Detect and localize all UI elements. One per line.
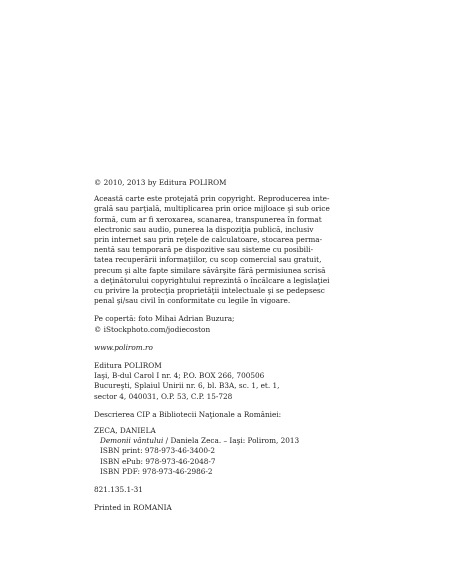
notice-line: tatea recuperării informaţiilor, cu scop comercial sau gratuit, xyxy=(94,255,322,265)
spacer xyxy=(94,335,374,343)
notice-line: a deţinătorului copyrightului reprezintă o încălcare a legislaţiei xyxy=(94,275,330,285)
spacer xyxy=(94,353,374,361)
website-link[interactable]: www.polirom.ro xyxy=(94,342,153,352)
copyright-notice xyxy=(94,194,374,306)
cip-author: ZECA, DANIELA xyxy=(94,426,156,436)
notice-line: prin internet sau prin reţele de calculatoare, stocarea perma- xyxy=(94,235,323,245)
notice-line: penal şi/sau civil în conformitate cu legile în vigoare. xyxy=(94,296,291,306)
notice-line: formă, cum ar fi xeroxarea, scanarea, transpunerea în format xyxy=(94,214,322,224)
spacer xyxy=(94,495,374,503)
cip-book-details: / Daniela Zeca. – Iaşi: Polirom, 2013 xyxy=(163,436,300,446)
spacer xyxy=(94,306,374,314)
classification-code: 821.135.1-31 xyxy=(94,485,143,495)
copyright-line: © 2010, 2013 by Editura POLIROM xyxy=(94,178,227,187)
notice-line: Această carte este protejată prin copyright. Reproducerea inte- xyxy=(94,194,330,204)
spacer xyxy=(94,402,374,410)
cip-book-entry xyxy=(94,436,374,446)
publisher-name: Editura POLIROM xyxy=(94,361,162,371)
cip-heading: Descrierea CIP a Bibliotecii Naţionale a României: xyxy=(94,409,282,419)
spacer xyxy=(94,477,374,485)
cip-book-title: Demonii vântului xyxy=(100,436,164,446)
cover-photo-credit: © iStockphoto.com/jodiecoston xyxy=(94,324,211,334)
notice-line: grală sau parţială, multiplicarea prin orice mijloace şi sub orice xyxy=(94,204,330,214)
publisher-address: Bucureşti, Splaiul Unirii nr. 6, bl. B3A, sc. 1, et. 1, xyxy=(94,381,280,391)
isbn-epub: ISBN ePub: 978-973-46-2048-7 xyxy=(100,456,216,466)
cover-credit: Pe copertă: foto Mihai Adrian Buzura; xyxy=(94,314,235,324)
notice-line: nentă sau temporară pe dispozitive sau sisteme cu posibili- xyxy=(94,245,314,255)
isbn-print: ISBN print: 978-973-46-3400-2 xyxy=(100,446,216,456)
notice-line: electronic sau audio, punerea la dispoziţia publică, inclusiv xyxy=(94,224,314,234)
notice-line: cu privire la protecţia proprietăţii intelectuale şi se pedepsesc xyxy=(94,286,325,296)
notice-line: precum şi alte fapte similare săvârşite fără permisiunea scrisă xyxy=(94,265,326,275)
printed-in: Printed in ROMANIA xyxy=(94,503,172,513)
publisher-address: sector 4, 040031, O.P. 53, C.P. 15-728 xyxy=(94,391,233,401)
publisher-address: Iaşi, B-dul Carol I nr. 4; P.O. BOX 266, 700506 xyxy=(94,371,265,381)
colophon xyxy=(94,178,374,513)
isbn-pdf: ISBN PDF: 978-973-46-2986-2 xyxy=(100,466,213,476)
